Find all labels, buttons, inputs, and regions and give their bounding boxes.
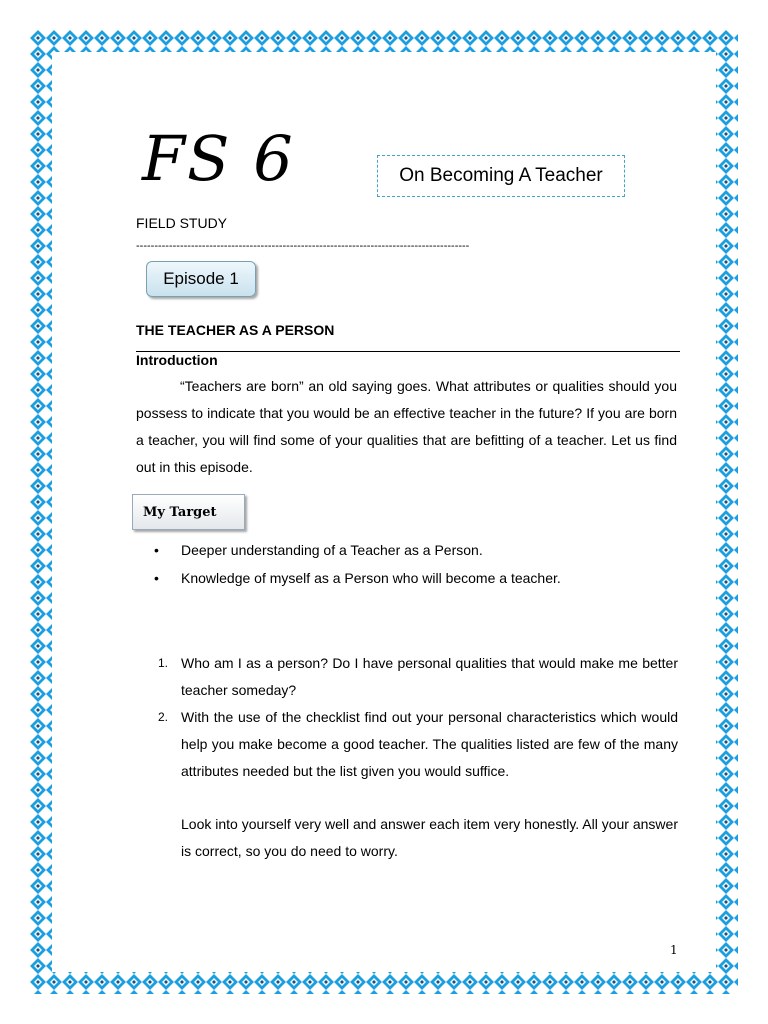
item-number: 1. [158, 656, 169, 670]
list-item [154, 564, 674, 592]
bullet-text: Knowledge of myself as a Person who will become a teacher. [181, 570, 561, 586]
bullet-icon: • [154, 542, 159, 558]
question-text: With the use of the checklist find out your personal characteristics which would help you make become a good teacher. The qualities listed are few of the many attributes needed but the list given you would suffice. [181, 709, 678, 779]
bullet-icon: • [154, 570, 159, 586]
target-bullet-list [154, 536, 674, 592]
my-target-label-box [132, 494, 245, 530]
field-study-label: FIELD STUDY [136, 215, 228, 231]
dashed-divider: ------------------------------------------------------------------------------------------- [136, 240, 470, 252]
page-number: 1 [670, 943, 678, 957]
bullet-text: Deeper understanding of a Teacher as a Person. [181, 542, 483, 558]
subtitle-text: On Becoming A Teacher [399, 165, 603, 186]
closing-paragraph: Look into yourself very well and answer each item very honestly. All your answer is correct, so you do need to worry. [181, 816, 678, 859]
episode-label: Episode 1 [163, 269, 239, 288]
section-title: THE TEACHER AS A PERSON [136, 322, 335, 338]
subtitle-box [377, 155, 625, 197]
introduction-heading: Introduction [136, 352, 218, 368]
list-item [158, 650, 678, 704]
list-item [158, 704, 678, 785]
my-target-label: My Target [143, 504, 217, 520]
introduction-paragraph: “Teachers are born” an old saying goes. What attributes or qualities should you possess to indicate that you would be an effective teacher in the future? If you are born a teacher, you will find some of your qualities that are befitting of a teacher. Let us find out in this episode. [136, 378, 677, 475]
item-number: 2. [158, 710, 169, 724]
list-item [154, 536, 674, 564]
page-title: FS 6 [142, 122, 295, 195]
episode-badge [146, 261, 256, 297]
question-list [158, 650, 678, 785]
question-text: Who am I as a person? Do I have personal qualities that would make me better teacher someday? [181, 655, 678, 698]
